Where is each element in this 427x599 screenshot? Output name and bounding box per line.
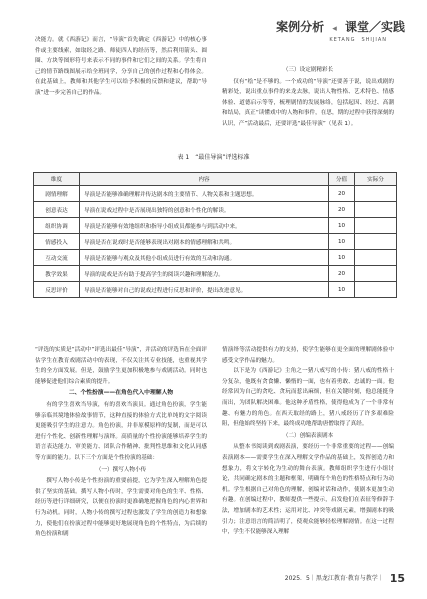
table-row	[34, 234, 397, 250]
subsection-heading: （一）撰写人物小传	[95, 466, 147, 473]
score-cell: 10	[329, 282, 355, 298]
header-cell: 实际分	[355, 173, 397, 186]
table-row	[34, 266, 397, 282]
dimension-cell: 反思评价	[34, 282, 80, 298]
section-pinyin: KETANG SHIJIAN	[329, 37, 387, 43]
paragraph: 撰写人物小传是个性扮演的重要前提，它为学生深入理解角色提供了坚实的基础。撰写人物小传时，学生需要对角色的生平、性格、经历等进行详细研究，以便在扮演时更准确地把握角色的内心世界和行为动机。同时，人物小传的撰写过程也激发了学生的创造力和想象力，使他们在扮演过程中能够更好地展现角色的个性特点，为后续的角色扮演和剧	[35, 478, 207, 538]
left-column-top	[35, 35, 207, 99]
content-cell: 导演是否能够准确理解并传达剧本的主要情节、人物关系和主题思想。	[80, 186, 329, 202]
table-header-row	[34, 173, 397, 186]
content-cell: 导演在说戏过程中是否展现出独特的创意和个性化的解读。	[80, 202, 329, 218]
score-cell: 20	[329, 266, 355, 282]
left-column-bottom	[35, 345, 207, 540]
actual-score-cell	[355, 250, 397, 266]
paragraph: 以下是为《西游记》主角之一猪八戒写的小传：猪八戒的性格十分复杂，他既有贪食懒、懒惰的一面，也有着勇敢、忠诚的一面。他经常因为自己的贪吃、贪玩而惹出麻烦，但在关键时刻，他总能挺身而出，为团队解决困难。他这种矛盾性格，使得他成为了一个非常有趣、有魅力的角色。在西天取经的路上，猪八戒经历了许多艰难险阻，但他始终坚持下来，最终成功地帮助唐僧取得了真经。	[222, 368, 394, 428]
subsection-heading: （二）创编表演剧本	[282, 432, 334, 439]
score-cell: 10	[329, 218, 355, 234]
actual-score-cell	[355, 266, 397, 282]
score-cell: 10	[329, 234, 355, 250]
page-number: 15	[389, 572, 405, 585]
table-caption: 表 1 “最佳导演”评选标准	[177, 154, 250, 161]
section-left-label: 案例分析	[276, 20, 325, 34]
separator-icon: ◂	[332, 24, 337, 34]
actual-score-cell	[355, 234, 397, 250]
section-title	[276, 18, 405, 35]
content-cell: 导演的说戏是否有助于提高学生的阅读兴趣和理解能力。	[80, 266, 329, 282]
dimension-cell: 剧情理解	[34, 186, 80, 202]
actual-score-cell	[355, 218, 397, 234]
header-cell: 维度	[34, 173, 80, 186]
score-cell: 20	[329, 202, 355, 218]
paragraph: 情演绎等活动提供有力的支持，使学生能够在更全面的理解剧体验中感受文学作品的魅力。	[222, 347, 394, 364]
dimension-cell: 互动交流	[34, 250, 80, 266]
actual-score-cell	[355, 282, 397, 298]
page-footer	[285, 572, 405, 585]
content-cell: 导演是否在说戏时是否能够表现出对剧本的情感理解和共鸣。	[80, 234, 329, 250]
table-row	[34, 250, 397, 266]
header-cell: 内容	[80, 173, 329, 186]
actual-score-cell	[355, 202, 397, 218]
score-cell: 20	[329, 186, 355, 202]
right-column-bottom	[222, 345, 394, 538]
score-cell: 10	[329, 250, 355, 266]
content-cell: 导演是否能够对自己的说戏过程进行反思和评价，提出改进意见。	[80, 282, 329, 298]
subsection-heading: （三）设定剧精彩长	[282, 67, 334, 73]
paragraph: 从整本书阅读到戏剧表演，要经历一个非常重要的过程——创编表演剧本——需要学生在深入理解文学作品的基础上，发挥创造力和想象力，将文字转化为生动的舞台表演。教师组织学生进行小组讨论，共同确定剧本的主题和框架，明确每个角色的性格特点和行为动机。学生根据自己对角色的理解，创编对话和动作，使剧本更加生动有趣。在创编过程中，教师提供一些提示，启发他们在表征等修辞手法，增加剧本的艺术性；运用对比、冲突等戏剧元素，增强剧本的吸引力；注意语言的简洁明了，使观众能够轻松理解剧情。在这一过程中，学生不仅能够深入理解	[222, 444, 394, 536]
actual-score-cell	[355, 186, 397, 202]
table-row	[34, 186, 397, 202]
paragraph: 决能力。就《西游记》而言，“导演”首先确定《西游记》中的核心事件或主要线索，如取经之路、师徒四人的经历等，然后利用箭头、圆圈、方块等图形符号来表示不同的事件和它们之间的关系。学生将自己的情节路线图展示给全班同学，分享自己的创作过程和心得体会。在此基础上，教师和其他学生可以给予积极的反馈和建议，帮助“导演”进一步完善自己的作品。	[35, 37, 207, 96]
journal-info: 2025．5｜黑龙江教育·教育与教学｜	[284, 575, 384, 582]
section-heading: 二、个性扮演——在角色代入中理解人物	[68, 390, 174, 397]
dimension-cell: 教学效果	[34, 266, 80, 282]
paragraph: 仅有“绘”是不够的。一个成功的“导演”还要善于说，说出戏剧的精彩处，说出重点事件的来龙去脉，说出人物性格、艺术特色、情感体验、道德启示等等，梳理剧情的发展脉络，包括起因、经过、高潮和结局，真正“读懂戏中的人物和事件，在思，期的过程中获得深刻的认识，产”活动最后，还要评选“最佳导演”（见表 1）。	[222, 78, 394, 127]
content-cell: 导演是否能够有效地组织和指导小组成员都能参与到活动中来。	[80, 218, 329, 234]
paragraph: “评选的实质是“活动中”评选出最佳“导演”，并活动的评选旨在全面评估学生在教育戏剧活动中的表现，不仅关注其专业技能，也重视其学生的全方面发展。但是，鼓励学生更加积极地参与戏剧活动。同时也能够促进他们综合素质的提升。	[35, 347, 207, 385]
header-cell: 分值	[329, 173, 355, 186]
table-row	[34, 202, 397, 218]
dimension-cell: 创意表达	[34, 202, 80, 218]
criteria-table	[33, 172, 397, 298]
table-row	[34, 218, 397, 234]
paragraph: 有的学生喜欢当导演，有的喜欢当演员。通过角色扮演，学生能够亲临其境地体验故事情节，这种直接的体验方式比单纯的文字阅读更能吸引学生的注意力。角色扮演，并非原模原样的复制，而是可以进行个性化、创新性理解与演绎。高质量的个性扮演能够培养学生的语言表达能力、审美能力、团队合作精神、批判性思维和文化认同感等方面的能力。以下三个方面是个性扮演的基础：	[35, 401, 207, 461]
dimension-cell: 组织协调	[34, 218, 80, 234]
right-column-top	[222, 64, 394, 130]
section-right-label: 课堂／实践	[344, 20, 405, 34]
content-cell: 导演是否能够与观众及其他小组成员进行有效的互动和沟通。	[80, 250, 329, 266]
table-row	[34, 282, 397, 298]
dimension-cell: 情感投入	[34, 234, 80, 250]
